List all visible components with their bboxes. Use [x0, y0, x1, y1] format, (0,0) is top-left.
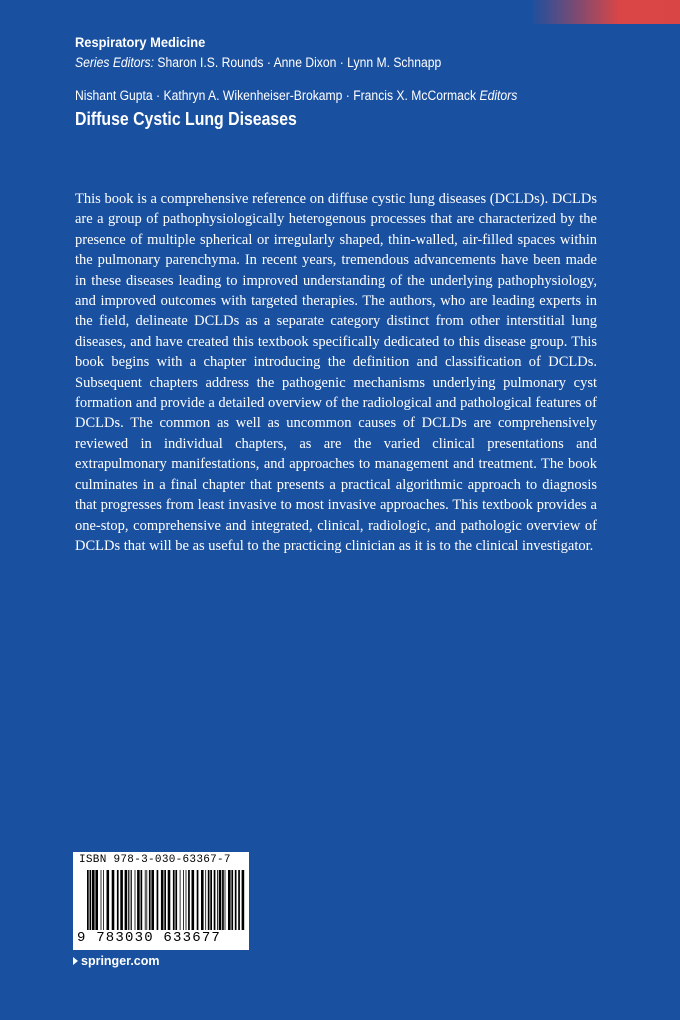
- book-editors-names: Nishant Gupta · Kathryn A. Wikenheiser-Brokamp · Francis X. McCormack: [75, 88, 477, 103]
- barcode-bar: [92, 870, 95, 930]
- barcode-bar: [128, 870, 129, 930]
- barcode-digits: 9 783030 633677: [77, 930, 222, 946]
- barcode-bar: [183, 870, 184, 930]
- book-editors: [75, 88, 517, 103]
- barcode-bar: [228, 870, 231, 930]
- isbn-label: ISBN 978-3-030-63367-7: [79, 854, 231, 866]
- barcode-bar: [87, 870, 89, 930]
- barcode-bar: [210, 870, 212, 930]
- barcode-bar: [231, 870, 233, 930]
- barcode-bars: [87, 870, 245, 930]
- arrow-right-icon: [73, 957, 78, 965]
- book-description: This book is a comprehensive reference on diffuse cystic lung diseases (DCLDs). DCLDs are a group of pathophysiologically heterogenous processes that are characterized by the presence of multiple spherical or irregularly shaped, thin-walled, air-filled spaces within the pulmonary parenchyma. In recent years, tremendous advancements have been made in these diseases leading to improved understanding of the underlying pathophysiology, and improved outcomes with targeted therapies. The authors, who are leading experts in the field, delineate DCLDs as a separate category distinct from other interstitial lung diseases, and have created this textbook specifically dedicated to this disease group. This book begins with a chapter introducing the definition and classification of DCLDs. Subsequent chapters address the pathogenic mechanisms underlying pulmonary cyst formation and provide a detailed overview of the radiological and pathological features of DCLDs. The common as well as uncommon causes of DCLDs are comprehensively reviewed in individual chapters, as are the varied clinical presentations and extrapulmonary manifestations, and approaches to management and treatment. The book culminates in a final chapter that presents a practical algorithmic approach to diagnosis that progresses from least invasive to most invasive approaches. This textbook provides a one-stop, comprehensive and integrated, clinical, radiologic, and pathologic overview of DCLDs that will be as useful to the practicing clinician as it is to the clinical investigator.: [75, 191, 597, 554]
- barcode-bar: [145, 870, 146, 930]
- publisher-website-label[interactable]: springer.com: [81, 954, 160, 968]
- barcode-bar: [225, 870, 226, 930]
- barcode-bar: [175, 870, 177, 930]
- barcode-bar: [130, 870, 131, 930]
- barcode-bar: [107, 870, 110, 930]
- barcode-bar: [186, 870, 187, 930]
- barcode-bar: [95, 870, 98, 930]
- barcode-bar: [168, 870, 171, 930]
- barcode-bar: [192, 870, 195, 930]
- barcode-bar: [135, 870, 136, 930]
- barcode-bar: [238, 870, 240, 930]
- barcode-bar: [125, 870, 128, 930]
- series-title: Respiratory Medicine: [75, 34, 206, 50]
- barcode-bar: [205, 870, 206, 930]
- barcode-bar: [214, 870, 216, 930]
- barcode-bar: [149, 870, 151, 930]
- barcode-bar: [173, 870, 175, 930]
- barcode-bar: [188, 870, 190, 930]
- publisher-website[interactable]: [73, 954, 160, 968]
- barcode-bar: [201, 870, 204, 930]
- series-editors: [75, 55, 441, 70]
- book-title: Diffuse Cystic Lung Diseases: [75, 109, 297, 129]
- barcode-bar: [117, 870, 119, 930]
- barcode-bar: [151, 870, 154, 930]
- barcode-bar: [219, 870, 222, 930]
- barcode-bar: [180, 870, 181, 930]
- barcode-bar: [161, 870, 164, 930]
- barcode-bar: [208, 870, 210, 930]
- barcode-bar: [157, 870, 159, 930]
- barcode-bar: [197, 870, 199, 930]
- barcode-bar: [235, 870, 237, 930]
- book-editors-role: Editors: [479, 88, 518, 103]
- barcode-bar: [120, 870, 123, 930]
- barcode-bar: [137, 870, 140, 930]
- barcode-bar: [90, 870, 92, 930]
- barcode-bar: [103, 870, 104, 930]
- barcode-bar: [242, 870, 245, 930]
- barcode-bar: [217, 870, 218, 930]
- accent-bar: [530, 0, 680, 24]
- barcode-bar: [141, 870, 143, 930]
- barcode-bar: [131, 870, 132, 930]
- series-editors-label: Series Editors:: [75, 55, 155, 70]
- barcode-bar: [164, 870, 166, 930]
- barcode-bar: [101, 870, 102, 930]
- barcode-bar: [222, 870, 224, 930]
- barcode-bar: [112, 870, 115, 930]
- barcode: [73, 852, 249, 950]
- series-editors-names: Sharon I.S. Rounds · Anne Dixon · Lynn M. Schnapp: [157, 55, 442, 70]
- barcode-bar: [146, 870, 147, 930]
